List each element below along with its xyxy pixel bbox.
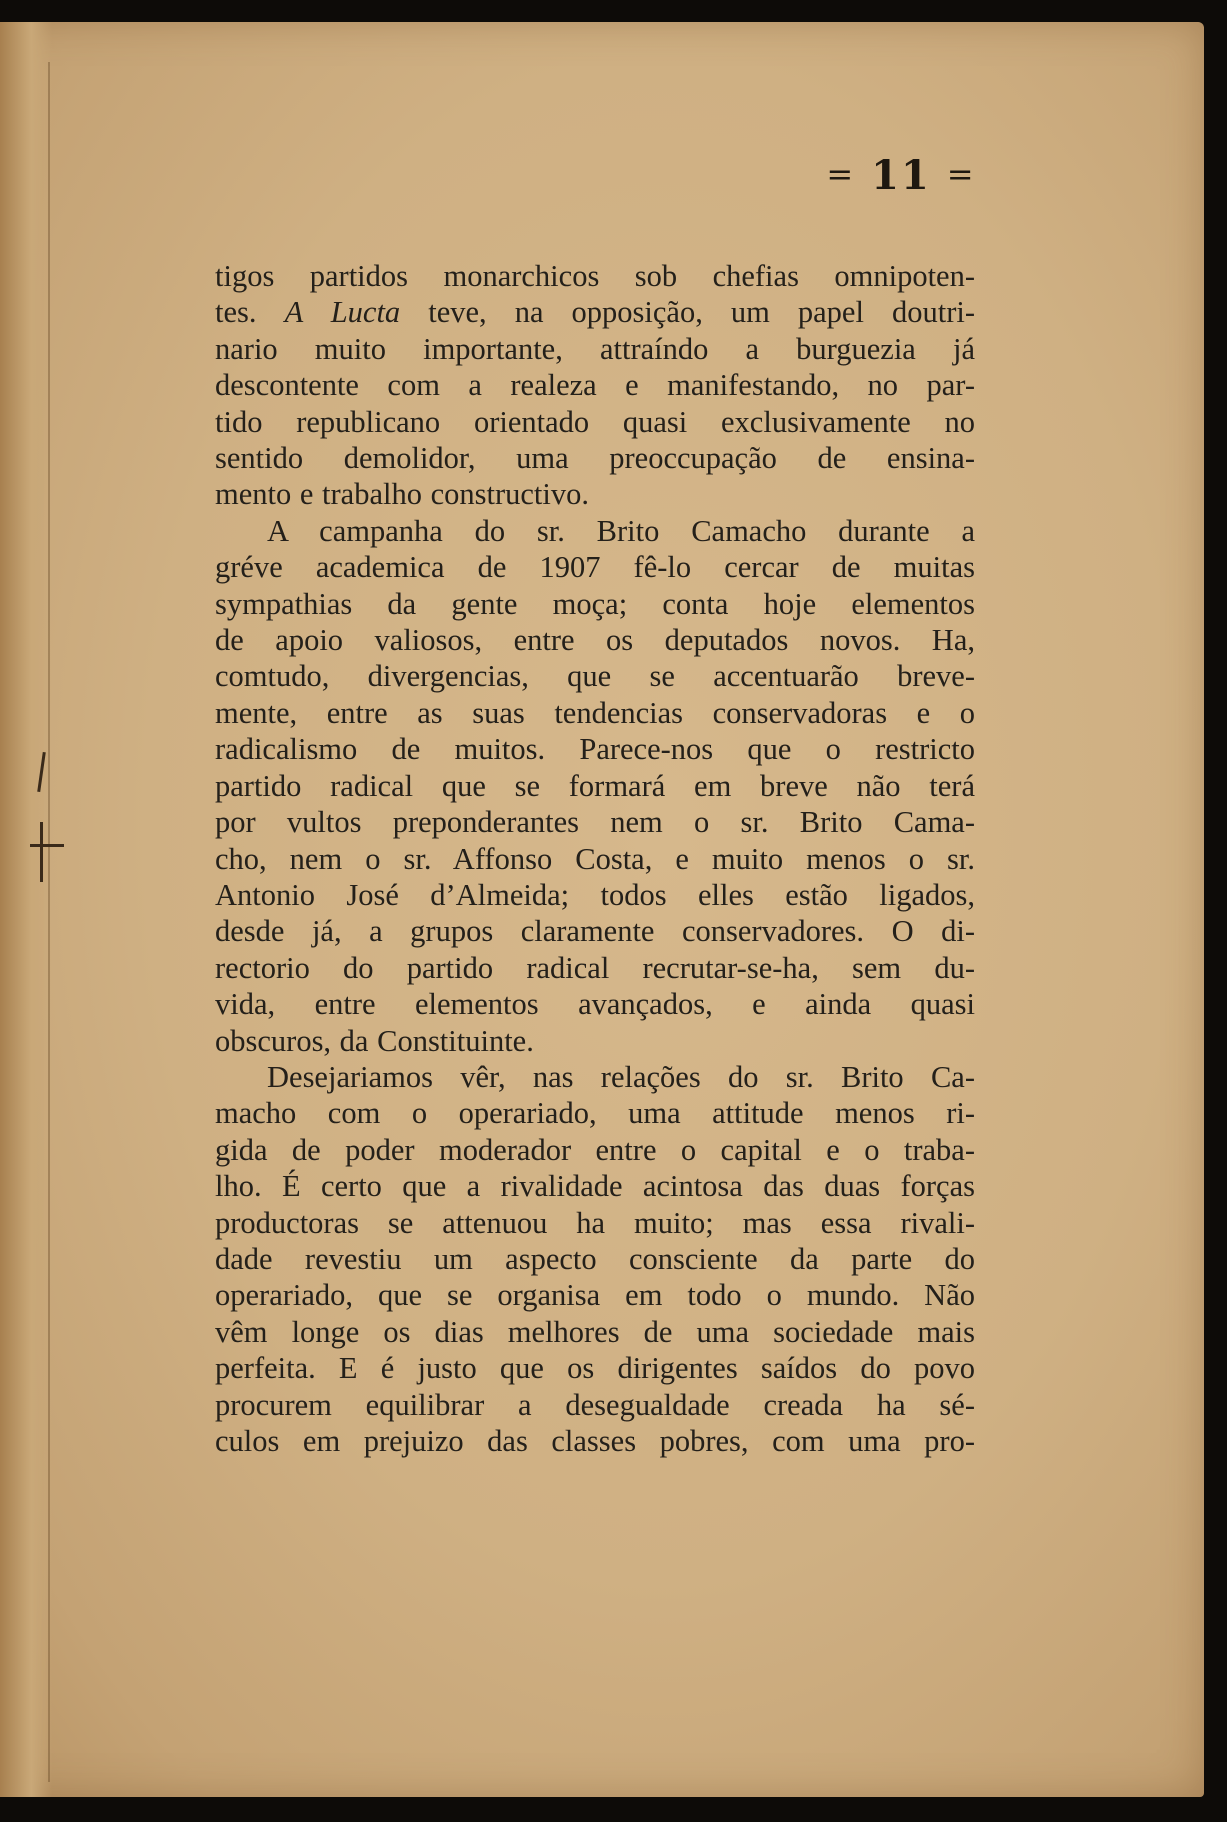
text-line: comtudo, divergencias, que se accentuarão breve- — [215, 659, 975, 694]
page-number-left-rule: = — [826, 155, 856, 193]
page-binding-edge — [0, 22, 52, 1797]
text-line: vida, entre elementos avançados, e ainda quasi — [215, 987, 975, 1022]
text-line: por vultos preponderantes nem o sr. Brito Cama- — [215, 805, 975, 840]
text-line: gida de poder moderador entre o capital e o traba- — [215, 1132, 975, 1167]
text-line: partido radical que se formará em breve não terá — [215, 768, 975, 803]
text-line: perfeita. E é justo que os dirigentes saídos do povo — [215, 1351, 975, 1386]
text-line: tido republicano orientado quasi exclusivamente no — [215, 404, 975, 439]
text-line: lho. É certo que a rivalidade acintosa das duas forças — [215, 1169, 975, 1204]
text-line: macho com o operariado, uma attitude menos ri- — [215, 1096, 975, 1131]
text-line: culos em prejuizo das classes pobres, com uma pro- — [215, 1424, 975, 1458]
page-fold-line — [48, 62, 50, 1782]
book-page — [0, 22, 1204, 1797]
text-line: sympathias da gente moça; conta hoje elementos — [215, 586, 975, 621]
page-number-right-rule: = — [946, 155, 976, 193]
text-line: obscuros, da Constituinte. — [215, 1023, 534, 1058]
text-line: procurem equilibrar a desegualdade creada ha sé- — [215, 1387, 975, 1422]
text-line: operariado, que se organisa em todo o mundo. Não — [215, 1278, 975, 1313]
text-line: nario muito importante, attraíndo a burguezia já — [215, 331, 975, 366]
text-line: rectorio do partido radical recrutar-se-ha, sem du- — [215, 950, 975, 985]
text-line: tigos partidos monarchicos sob chefias omnipoten- — [215, 259, 975, 293]
newspaper-title: A Lucta — [284, 295, 401, 330]
margin-ink-mark — [40, 822, 43, 882]
body-text — [215, 258, 975, 1459]
text-line: mento e trabalho constructivo. — [215, 477, 589, 512]
text-line: de apoio valiosos, entre os deputados novos. Ha, — [215, 623, 975, 658]
paragraph-start-line: A campanha do sr. Brito Camacho durante a — [267, 513, 975, 548]
text-line: vêm longe os dias melhores de uma sociedade mais — [215, 1314, 975, 1349]
text-line: productoras se attenuou ha muito; mas essa rivali- — [215, 1205, 975, 1240]
paragraph-start-line: Desejariamos vêr, nas relações do sr. Brito Ca- — [267, 1059, 975, 1094]
text-line: Antonio José d’Almeida; todos elles estão ligados, — [215, 877, 975, 912]
text-line: sentido demolidor, uma preoccupação de ensina- — [215, 441, 975, 476]
page-number: 11 — [871, 152, 931, 199]
text-line: radicalismo de muitos. Parece-nos que o restricto — [215, 732, 975, 767]
text-line: desde já, a grupos claramente conservadores. O di- — [215, 914, 975, 949]
text-line: gréve academica de 1907 fê-lo cercar de muitas — [215, 550, 975, 585]
margin-ink-mark — [30, 844, 64, 847]
text-line: descontente com a realeza e manifestando, no par- — [215, 368, 975, 403]
page-number-header — [826, 152, 976, 199]
text-line: tes. A Lucta teve, na opposição, um papel doutri- — [215, 295, 975, 330]
text-line: mente, entre as suas tendencias conservadoras e o — [215, 695, 975, 730]
text-line: cho, nem o sr. Affonso Costa, e muito menos o sr. — [215, 841, 975, 876]
text-line: dade revestiu um aspecto consciente da parte do — [215, 1241, 975, 1276]
